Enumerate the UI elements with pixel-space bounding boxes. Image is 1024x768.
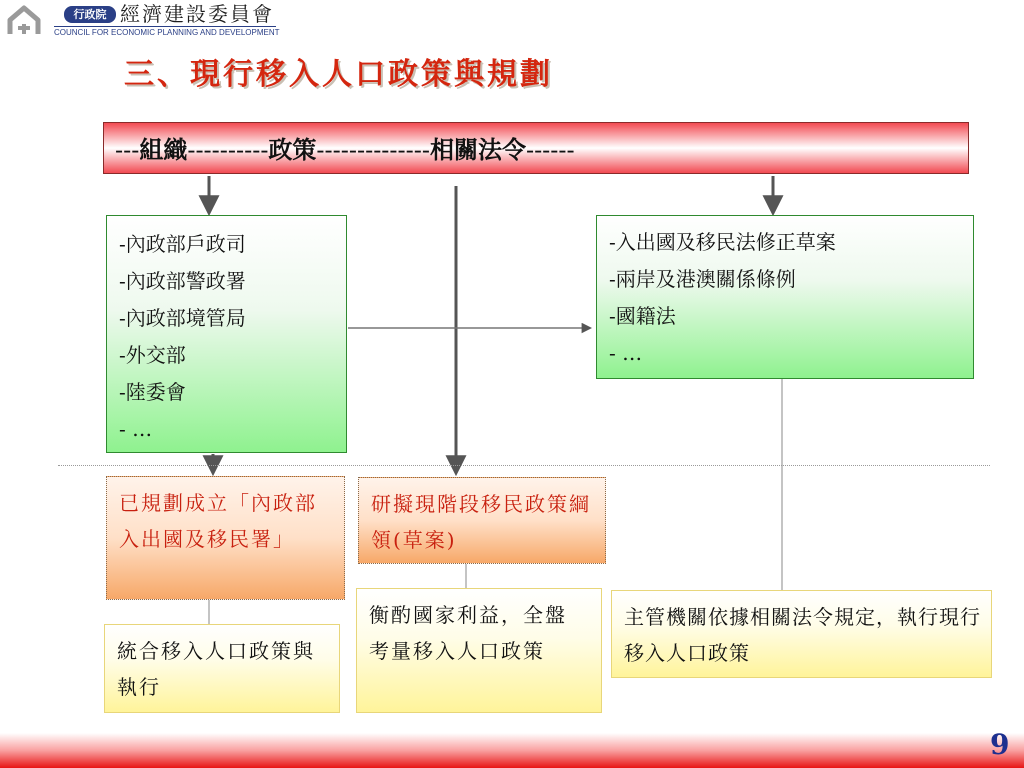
page-title: 三、現行移入人口政策與規劃 — [124, 57, 553, 92]
logo-name: 經濟建設委員會 — [120, 2, 274, 26]
org-item: - … — [119, 417, 153, 441]
page-number: 9 — [990, 728, 1010, 761]
header-dash-mid1: ---------- — [187, 136, 269, 164]
law-item: -兩岸及港澳關係條例 — [609, 267, 796, 291]
org-item: -內政部警政署 — [119, 269, 246, 293]
header-label-law: 相關法令 — [429, 135, 526, 164]
header-label-org: 組織 — [139, 135, 188, 164]
section-divider — [58, 465, 990, 466]
header-label-policy: 政策 — [268, 135, 317, 164]
law-box — [596, 215, 974, 379]
law-item: - … — [609, 341, 643, 365]
law-item: -國籍法 — [609, 304, 676, 328]
org-item: -外交部 — [119, 343, 186, 367]
org-item: -內政部境管局 — [119, 306, 246, 330]
draft-box: 研擬現階段移民政策綱領(草案) — [358, 477, 606, 564]
note-integrate-box: 統合移入人口政策與執行 — [104, 624, 340, 713]
note-interest-box: 衡酌國家利益，全盤考量移入人口政策 — [356, 588, 602, 713]
header-dash-lead: --- — [115, 136, 140, 164]
note-authority-box: 主管機關依據相關法令規定，執行現行移入人口政策 — [611, 590, 992, 678]
logo-badge: 行政院 — [64, 6, 116, 23]
footer-bar — [0, 733, 1024, 768]
header-dash-tail: ------ — [525, 136, 575, 164]
org-item: -內政部戶政司 — [119, 232, 246, 256]
org-box — [106, 215, 347, 453]
header-dash-mid2: -------------- — [316, 136, 430, 164]
law-item: -入出國及移民法修正草案 — [609, 230, 836, 254]
logo-english-name: COUNCIL FOR ECONOMIC PLANNING AND DEVELOPMENT — [54, 28, 280, 37]
org-item: -陸委會 — [119, 380, 186, 404]
plan-box: 已規劃成立「內政部入出國及移民署」 — [106, 476, 345, 600]
